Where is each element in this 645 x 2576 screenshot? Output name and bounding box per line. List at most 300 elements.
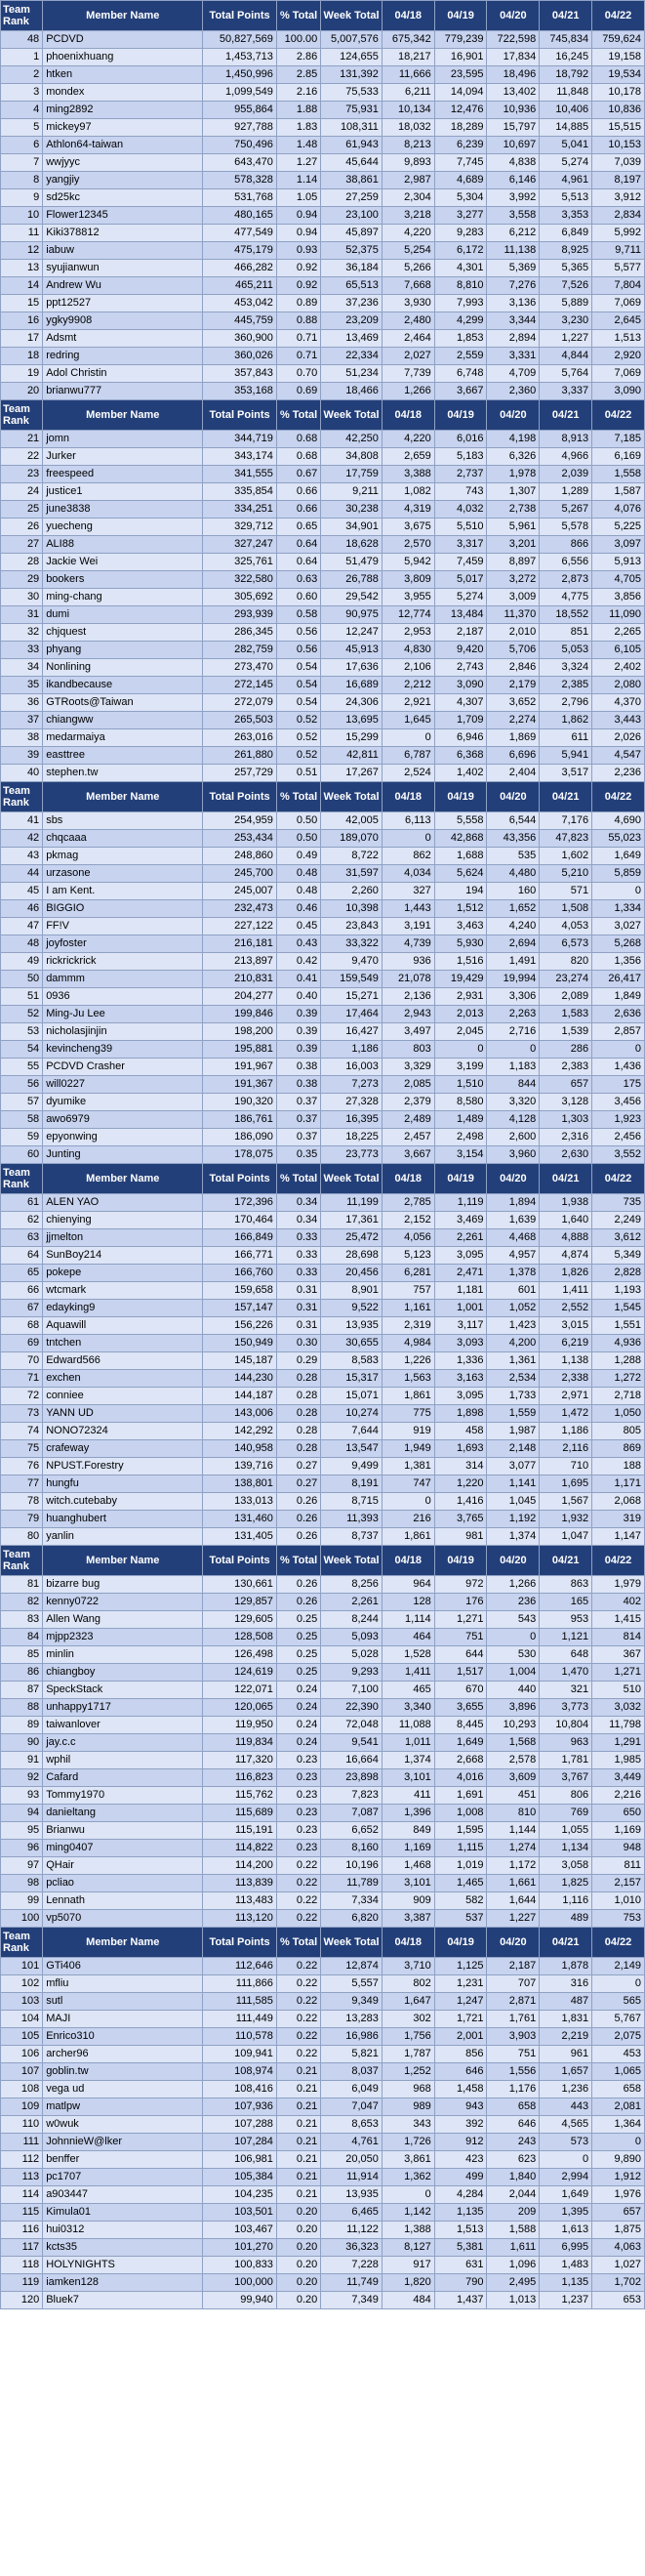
day-3-cell: 5,961: [487, 519, 540, 536]
day-2-cell: 1,721: [434, 2011, 487, 2028]
member-name-cell: a903447: [43, 2186, 203, 2204]
day-1-cell: 6,281: [382, 1265, 434, 1282]
table-row: [1, 1805, 645, 1822]
percent-total-cell: 0.45: [276, 918, 320, 935]
day-3-cell: 1,588: [487, 2222, 540, 2239]
member-name-cell: benffer: [43, 2151, 203, 2169]
rank-cell: 27: [1, 536, 43, 554]
total-points-cell: 131,405: [203, 1528, 277, 1546]
member-name-cell: ALI88: [43, 536, 203, 554]
day-1-cell: 2,921: [382, 694, 434, 712]
week-total-cell: 8,653: [321, 2116, 383, 2134]
day-1-cell: 2,953: [382, 624, 434, 642]
day-2-cell: 6,016: [434, 431, 487, 448]
week-total-cell: 13,283: [321, 2011, 383, 2028]
rank-cell: 25: [1, 501, 43, 519]
week-total-cell: 42,250: [321, 431, 383, 448]
table-row: [1, 2274, 645, 2292]
day-2-cell: 2,559: [434, 348, 487, 365]
total-points-cell: 108,974: [203, 2063, 277, 2081]
day-5-cell: 0: [592, 883, 645, 900]
table-row: [1, 312, 645, 330]
day-3-cell: 19,994: [487, 971, 540, 988]
day-5-cell: 7,804: [592, 277, 645, 295]
total-points-cell: 107,288: [203, 2116, 277, 2134]
day-2-cell: 9,420: [434, 642, 487, 659]
day-4-cell: 14,885: [540, 119, 592, 137]
header-day-4: 04/21: [540, 400, 592, 431]
table-row: [1, 1282, 645, 1300]
total-points-cell: 480,165: [203, 207, 277, 225]
member-name-cell: Jurker: [43, 448, 203, 466]
total-points-cell: 107,284: [203, 2134, 277, 2151]
day-4-cell: 489: [540, 1910, 592, 1928]
day-3-cell: 1,052: [487, 1300, 540, 1317]
member-name-cell: yangjiy: [43, 172, 203, 189]
day-3-cell: 2,846: [487, 659, 540, 677]
percent-total-cell: 0.66: [276, 501, 320, 519]
week-total-cell: 17,361: [321, 1212, 383, 1229]
member-name-cell: phyang: [43, 642, 203, 659]
percent-total-cell: 0.23: [276, 1769, 320, 1787]
table-row: [1, 1229, 645, 1247]
member-name-cell: brianwu777: [43, 383, 203, 400]
table-row: [1, 1629, 645, 1646]
day-2-cell: 8,810: [434, 277, 487, 295]
week-total-cell: 10,274: [321, 1405, 383, 1423]
percent-total-cell: 0.39: [276, 1023, 320, 1041]
rank-cell: 96: [1, 1840, 43, 1857]
day-1-cell: 411: [382, 1787, 434, 1805]
member-name-cell: unhappy1717: [43, 1699, 203, 1717]
day-1-cell: 1,142: [382, 2204, 434, 2222]
header-member-name: Member Name: [43, 400, 203, 431]
header-day-2: 04/19: [434, 1, 487, 31]
day-4-cell: 8,925: [540, 242, 592, 260]
total-points-cell: 130,661: [203, 1576, 277, 1594]
total-points-cell: 112,646: [203, 1958, 277, 1975]
percent-total-cell: 0.25: [276, 1664, 320, 1682]
day-4-cell: 961: [540, 2046, 592, 2063]
day-5-cell: 3,552: [592, 1146, 645, 1164]
day-3-cell: 4,838: [487, 154, 540, 172]
total-points-cell: 111,866: [203, 1975, 277, 1993]
member-name-cell: htken: [43, 66, 203, 84]
day-4-cell: 1,657: [540, 2063, 592, 2081]
total-points-cell: 245,007: [203, 883, 277, 900]
week-total-cell: 9,522: [321, 1300, 383, 1317]
day-2-cell: 3,090: [434, 677, 487, 694]
day-3-cell: 1,307: [487, 483, 540, 501]
day-5-cell: 2,236: [592, 765, 645, 782]
member-name-cell: yanlin: [43, 1528, 203, 1546]
header-total-points: Total Points: [203, 1164, 277, 1194]
member-name-cell: 0936: [43, 988, 203, 1006]
day-3-cell: 10,697: [487, 137, 540, 154]
member-name-cell: NPUST.Forestry: [43, 1458, 203, 1475]
total-points-cell: 253,434: [203, 830, 277, 848]
day-2-cell: 42,868: [434, 830, 487, 848]
percent-total-cell: 0.88: [276, 312, 320, 330]
day-2-cell: 2,471: [434, 1265, 487, 1282]
rank-cell: 100: [1, 1910, 43, 1928]
day-1-cell: 1,362: [382, 2169, 434, 2186]
day-5-cell: 1,169: [592, 1822, 645, 1840]
day-1-cell: 3,218: [382, 207, 434, 225]
rank-cell: 93: [1, 1787, 43, 1805]
member-name-cell: iamken128: [43, 2274, 203, 2292]
day-1-cell: 5,123: [382, 1247, 434, 1265]
day-2-cell: 6,946: [434, 729, 487, 747]
member-name-cell: dammm: [43, 971, 203, 988]
rank-cell: 24: [1, 483, 43, 501]
week-total-cell: 42,811: [321, 747, 383, 765]
day-5-cell: 6,169: [592, 448, 645, 466]
table-row: [1, 1041, 645, 1059]
day-2-cell: 3,463: [434, 918, 487, 935]
member-name-cell: Tommy1970: [43, 1787, 203, 1805]
header-percent-total: % Total: [276, 1, 320, 31]
header-team-rank: Team Rank: [1, 400, 43, 431]
day-1-cell: 0: [382, 1493, 434, 1511]
day-2-cell: 499: [434, 2169, 487, 2186]
rank-cell: 9: [1, 189, 43, 207]
table-row: [1, 1212, 645, 1229]
rank-cell: 109: [1, 2098, 43, 2116]
table-row: [1, 1822, 645, 1840]
total-points-cell: 119,950: [203, 1717, 277, 1734]
percent-total-cell: 2.86: [276, 49, 320, 66]
table-row: [1, 1059, 645, 1076]
rank-cell: 29: [1, 571, 43, 589]
percent-total-cell: 0.26: [276, 1511, 320, 1528]
day-5-cell: 0: [592, 1041, 645, 1059]
day-5-cell: 3,912: [592, 189, 645, 207]
day-4-cell: 47,823: [540, 830, 592, 848]
week-total-cell: 15,299: [321, 729, 383, 747]
day-5-cell: 10,178: [592, 84, 645, 102]
rank-cell: 114: [1, 2186, 43, 2204]
rank-cell: 18: [1, 348, 43, 365]
member-name-cell: mickey97: [43, 119, 203, 137]
member-name-cell: bizarre bug: [43, 1576, 203, 1594]
header-week-total: Week Total: [321, 400, 383, 431]
day-3-cell: 707: [487, 1975, 540, 1993]
rank-cell: 50: [1, 971, 43, 988]
day-2-cell: 1,709: [434, 712, 487, 729]
total-points-cell: 927,788: [203, 119, 277, 137]
rank-cell: 78: [1, 1493, 43, 1511]
total-points-cell: 116,823: [203, 1769, 277, 1787]
percent-total-cell: 0.22: [276, 1875, 320, 1892]
day-5-cell: 759,624: [592, 31, 645, 49]
day-4-cell: 16,245: [540, 49, 592, 66]
table-row: [1, 1023, 645, 1041]
percent-total-cell: 0.21: [276, 2116, 320, 2134]
day-5-cell: 1,587: [592, 483, 645, 501]
header-day-5: 04/22: [592, 1546, 645, 1576]
percent-total-cell: 0.24: [276, 1734, 320, 1752]
percent-total-cell: 0.24: [276, 1699, 320, 1717]
table-row: [1, 1423, 645, 1440]
day-5-cell: 10,153: [592, 137, 645, 154]
percent-total-cell: 0.48: [276, 865, 320, 883]
day-3-cell: 440: [487, 1682, 540, 1699]
member-name-cell: chjquest: [43, 624, 203, 642]
day-1-cell: 6,787: [382, 747, 434, 765]
rank-cell: 105: [1, 2028, 43, 2046]
day-4-cell: 1,649: [540, 2186, 592, 2204]
rank-cell: 112: [1, 2151, 43, 2169]
rank-cell: 102: [1, 1975, 43, 1993]
percent-total-cell: 0.52: [276, 747, 320, 765]
percent-total-cell: 0.20: [276, 2274, 320, 2292]
rank-cell: 28: [1, 554, 43, 571]
day-5-cell: 1,558: [592, 466, 645, 483]
day-5-cell: 3,449: [592, 1769, 645, 1787]
day-2-cell: 1,220: [434, 1475, 487, 1493]
percent-total-cell: 1.14: [276, 172, 320, 189]
header-week-total: Week Total: [321, 1, 383, 31]
week-total-cell: 9,293: [321, 1664, 383, 1682]
header-total-points: Total Points: [203, 782, 277, 812]
day-1-cell: 9,893: [382, 154, 434, 172]
total-points-cell: 157,147: [203, 1300, 277, 1317]
day-3-cell: 0: [487, 1629, 540, 1646]
day-1-cell: 1,411: [382, 1664, 434, 1682]
member-name-cell: Bluek7: [43, 2292, 203, 2309]
day-4-cell: 2,630: [540, 1146, 592, 1164]
week-total-cell: 6,465: [321, 2204, 383, 2222]
week-total-cell: 22,390: [321, 1699, 383, 1717]
day-2-cell: 3,199: [434, 1059, 487, 1076]
day-5-cell: 1,923: [592, 1111, 645, 1129]
day-3-cell: 10,936: [487, 102, 540, 119]
member-name-cell: bookers: [43, 571, 203, 589]
day-4-cell: 5,941: [540, 747, 592, 765]
day-4-cell: 573: [540, 2134, 592, 2151]
day-5-cell: 7,185: [592, 431, 645, 448]
day-4-cell: 1,134: [540, 1840, 592, 1857]
rank-cell: 68: [1, 1317, 43, 1335]
rank-cell: 116: [1, 2222, 43, 2239]
day-2-cell: 3,317: [434, 536, 487, 554]
total-points-cell: 204,277: [203, 988, 277, 1006]
day-1-cell: 2,319: [382, 1317, 434, 1335]
member-name-cell: wwjyyc: [43, 154, 203, 172]
total-points-cell: 1,453,713: [203, 49, 277, 66]
rank-cell: 55: [1, 1059, 43, 1076]
day-3-cell: 3,652: [487, 694, 540, 712]
day-1-cell: 1,161: [382, 1300, 434, 1317]
member-name-cell: iabuw: [43, 242, 203, 260]
table-row: [1, 172, 645, 189]
day-5-cell: 4,936: [592, 1335, 645, 1352]
week-total-cell: 124,655: [321, 49, 383, 66]
day-3-cell: 17,834: [487, 49, 540, 66]
member-name-cell: Athlon64-taiwan: [43, 137, 203, 154]
table-row: [1, 659, 645, 677]
rank-cell: 8: [1, 172, 43, 189]
day-2-cell: 2,743: [434, 659, 487, 677]
day-5-cell: 1,193: [592, 1282, 645, 1300]
day-2-cell: 1,693: [434, 1440, 487, 1458]
day-1-cell: 2,943: [382, 1006, 434, 1023]
rank-cell: 4: [1, 102, 43, 119]
day-1-cell: 21,078: [382, 971, 434, 988]
day-2-cell: 1,001: [434, 1300, 487, 1317]
percent-total-cell: 0.20: [276, 2257, 320, 2274]
rank-cell: 23: [1, 466, 43, 483]
day-5-cell: 0: [592, 2134, 645, 2151]
day-3-cell: 3,201: [487, 536, 540, 554]
member-name-cell: Junting: [43, 1146, 203, 1164]
member-name-cell: JohnnieW@lker: [43, 2134, 203, 2151]
day-2-cell: 19,429: [434, 971, 487, 988]
day-1-cell: 1,082: [382, 483, 434, 501]
week-total-cell: 15,317: [321, 1370, 383, 1388]
day-1-cell: 2,480: [382, 312, 434, 330]
week-total-cell: 20,050: [321, 2151, 383, 2169]
day-4-cell: 6,995: [540, 2239, 592, 2257]
day-4-cell: 2,385: [540, 677, 592, 694]
day-5-cell: 4,370: [592, 694, 645, 712]
header-day-4: 04/21: [540, 782, 592, 812]
header-day-3: 04/20: [487, 782, 540, 812]
day-3-cell: 1,192: [487, 1511, 540, 1528]
day-2-cell: 1,458: [434, 2081, 487, 2098]
header-day-3: 04/20: [487, 1, 540, 31]
table-row: [1, 1910, 645, 1928]
member-name-cell: justice1: [43, 483, 203, 501]
table-row: [1, 1576, 645, 1594]
member-name-cell: Kimula01: [43, 2204, 203, 2222]
day-1-cell: 0: [382, 729, 434, 747]
day-4-cell: 5,210: [540, 865, 592, 883]
day-3-cell: 543: [487, 1611, 540, 1629]
day-4-cell: 1,395: [540, 2204, 592, 2222]
day-1-cell: 4,984: [382, 1335, 434, 1352]
table-row: [1, 1787, 645, 1805]
table-row: [1, 606, 645, 624]
rank-cell: 75: [1, 1440, 43, 1458]
week-total-cell: 2,260: [321, 883, 383, 900]
rank-cell: 83: [1, 1611, 43, 1629]
week-total-cell: 23,843: [321, 918, 383, 935]
rank-cell: 43: [1, 848, 43, 865]
member-name-cell: Cafard: [43, 1769, 203, 1787]
member-name-cell: june3838: [43, 501, 203, 519]
table-row: [1, 1892, 645, 1910]
header-day-5: 04/22: [592, 400, 645, 431]
percent-total-cell: 0.27: [276, 1458, 320, 1475]
day-3-cell: 0: [487, 1041, 540, 1059]
day-5-cell: 5,767: [592, 2011, 645, 2028]
total-points-cell: 100,833: [203, 2257, 277, 2274]
day-1-cell: 1,374: [382, 1752, 434, 1769]
rank-cell: 76: [1, 1458, 43, 1475]
day-4-cell: 2,994: [540, 2169, 592, 2186]
day-1-cell: 2,212: [382, 677, 434, 694]
total-points-cell: 178,075: [203, 1146, 277, 1164]
day-2-cell: 2,001: [434, 2028, 487, 2046]
table-row: [1, 2063, 645, 2081]
day-2-cell: 670: [434, 1682, 487, 1699]
day-4-cell: 851: [540, 624, 592, 642]
rank-cell: 62: [1, 1212, 43, 1229]
day-5-cell: 4,705: [592, 571, 645, 589]
member-name-cell: kevincheng39: [43, 1041, 203, 1059]
table-row: [1, 1717, 645, 1734]
day-4-cell: 745,834: [540, 31, 592, 49]
day-5-cell: 0: [592, 1975, 645, 1993]
percent-total-cell: 0.27: [276, 1475, 320, 1493]
header-day-3: 04/20: [487, 400, 540, 431]
day-4-cell: 2,219: [540, 2028, 592, 2046]
percent-total-cell: 0.52: [276, 729, 320, 747]
day-4-cell: 2,338: [540, 1370, 592, 1388]
day-1-cell: 2,152: [382, 1212, 434, 1229]
member-name-cell: pcliao: [43, 1875, 203, 1892]
total-points-cell: 140,958: [203, 1440, 277, 1458]
table-header-row: [1, 1546, 645, 1576]
total-points-cell: 325,761: [203, 554, 277, 571]
total-points-cell: 142,292: [203, 1423, 277, 1440]
total-points-cell: 272,145: [203, 677, 277, 694]
rank-cell: 65: [1, 1265, 43, 1282]
day-2-cell: 582: [434, 1892, 487, 1910]
rank-cell: 71: [1, 1370, 43, 1388]
day-2-cell: 644: [434, 1646, 487, 1664]
week-total-cell: 36,184: [321, 260, 383, 277]
table-header-row: [1, 1928, 645, 1958]
member-name-cell: vp5070: [43, 1910, 203, 1928]
table-row: [1, 536, 645, 554]
week-total-cell: 10,196: [321, 1857, 383, 1875]
week-total-cell: 45,897: [321, 225, 383, 242]
day-1-cell: 327: [382, 883, 434, 900]
day-3-cell: 3,077: [487, 1458, 540, 1475]
percent-total-cell: 0.22: [276, 1892, 320, 1910]
day-5-cell: 1,436: [592, 1059, 645, 1076]
day-4-cell: 10,804: [540, 1717, 592, 1734]
day-1-cell: 3,388: [382, 466, 434, 483]
day-4-cell: 3,230: [540, 312, 592, 330]
week-total-cell: 17,759: [321, 466, 383, 483]
week-total-cell: 189,070: [321, 830, 383, 848]
table-row: [1, 1875, 645, 1892]
week-total-cell: 52,375: [321, 242, 383, 260]
day-2-cell: 1,336: [434, 1352, 487, 1370]
day-5-cell: 1,415: [592, 1611, 645, 1629]
percent-total-cell: 0.37: [276, 1129, 320, 1146]
day-4-cell: 1,236: [540, 2081, 592, 2098]
rank-cell: 94: [1, 1805, 43, 1822]
day-5-cell: 6,105: [592, 642, 645, 659]
rank-cell: 74: [1, 1423, 43, 1440]
percent-total-cell: 0.31: [276, 1282, 320, 1300]
total-points-cell: 129,605: [203, 1611, 277, 1629]
day-5-cell: 3,856: [592, 589, 645, 606]
rank-cell: 110: [1, 2116, 43, 2134]
total-points-cell: 357,843: [203, 365, 277, 383]
day-2-cell: 1,271: [434, 1611, 487, 1629]
day-5-cell: 1,050: [592, 1405, 645, 1423]
week-total-cell: 18,466: [321, 383, 383, 400]
total-points-cell: 150,949: [203, 1335, 277, 1352]
day-1-cell: 1,169: [382, 1840, 434, 1857]
week-total-cell: 16,689: [321, 677, 383, 694]
